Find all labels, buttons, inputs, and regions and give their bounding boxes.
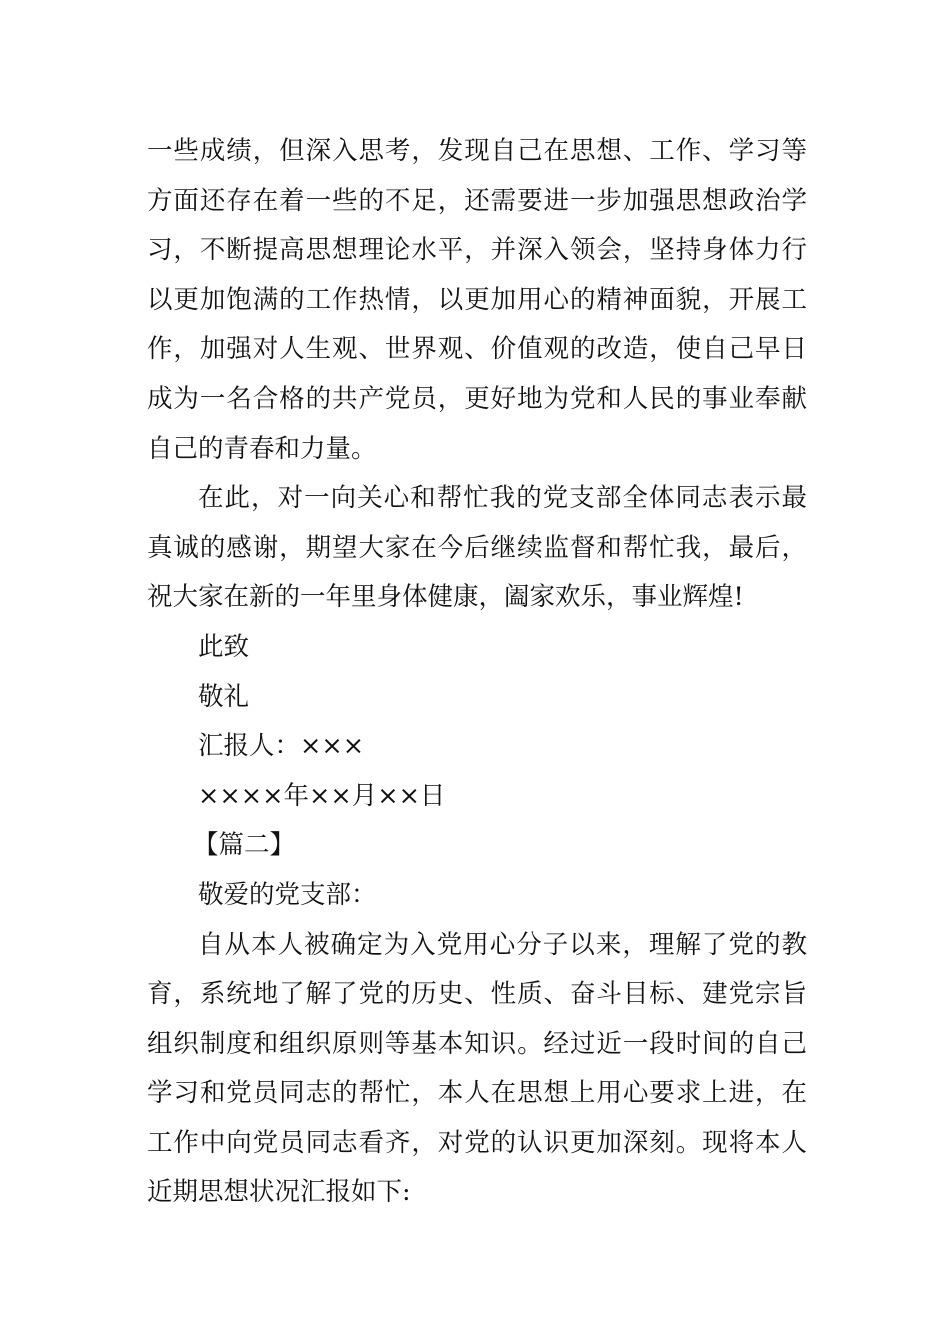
section2-heading: 【篇二】 (193, 830, 296, 861)
section2-line-3: 组织制度和组织原则等基本知识。经过近一段时间的自己 (147, 1028, 807, 1059)
closing-salutation-1: 此致 (198, 631, 250, 662)
closing-salutation-2: 敬礼 (198, 681, 250, 712)
paragraph2-line-3: 祝大家在新的一年里身体健康，阖家欢乐，事业辉煌! (147, 582, 744, 613)
paragraph1-line-2: 方面还存在着一些的不足，还需要进一步加强思想政治学 (147, 185, 807, 216)
section2-greeting: 敬爱的党支部： (198, 879, 377, 910)
paragraph2-line-2: 真诚的感谢，期望大家在今后继续监督和帮忙我，最后， (147, 532, 807, 563)
paragraph2-line-1: 在此，对一向关心和帮忙我的党支部全体同志表示最 (198, 483, 807, 514)
document-body (147, 127, 807, 1218)
section2-line-4: 学习和党员同志的帮忙，本人在思想上用心要求上进，在 (147, 1078, 807, 1109)
section2-line-2: 育，系统地了解了党的历史、性质、奋斗目标、建党宗旨 (147, 979, 807, 1010)
reporter-line: 汇报人：××× (198, 731, 365, 762)
section2-line-6: 近期思想状况汇报如下: (147, 1177, 411, 1208)
section2-line-5: 工作中向党员同志看齐，对党的认识更加深刻。现将本人 (147, 1127, 807, 1158)
section2-line-1: 自从本人被确定为入党用心分子以来，理解了党的教 (198, 929, 807, 960)
paragraph1-line-3: 习，不断提高思想理论水平，并深入领会，坚持身体力行 (147, 235, 807, 266)
paragraph1-line-4: 以更加饱满的工作热情，以更加用心的精神面貌，开展工 (147, 284, 807, 315)
paragraph1-line-5: 作，加强对人生观、世界观、价值观的改造，使自己早日 (147, 334, 807, 365)
paragraph1-line-1: 一些成绩，但深入思考，发现自己在思想、工作、学习等 (147, 136, 807, 166)
date-line: ××××年××月××日 (198, 780, 446, 811)
paragraph1-line-6: 成为一名合格的共产党员，更好地为党和人民的事业奉献 (147, 383, 807, 414)
paragraph1-line-7: 自己的青春和力量。 (147, 433, 377, 464)
